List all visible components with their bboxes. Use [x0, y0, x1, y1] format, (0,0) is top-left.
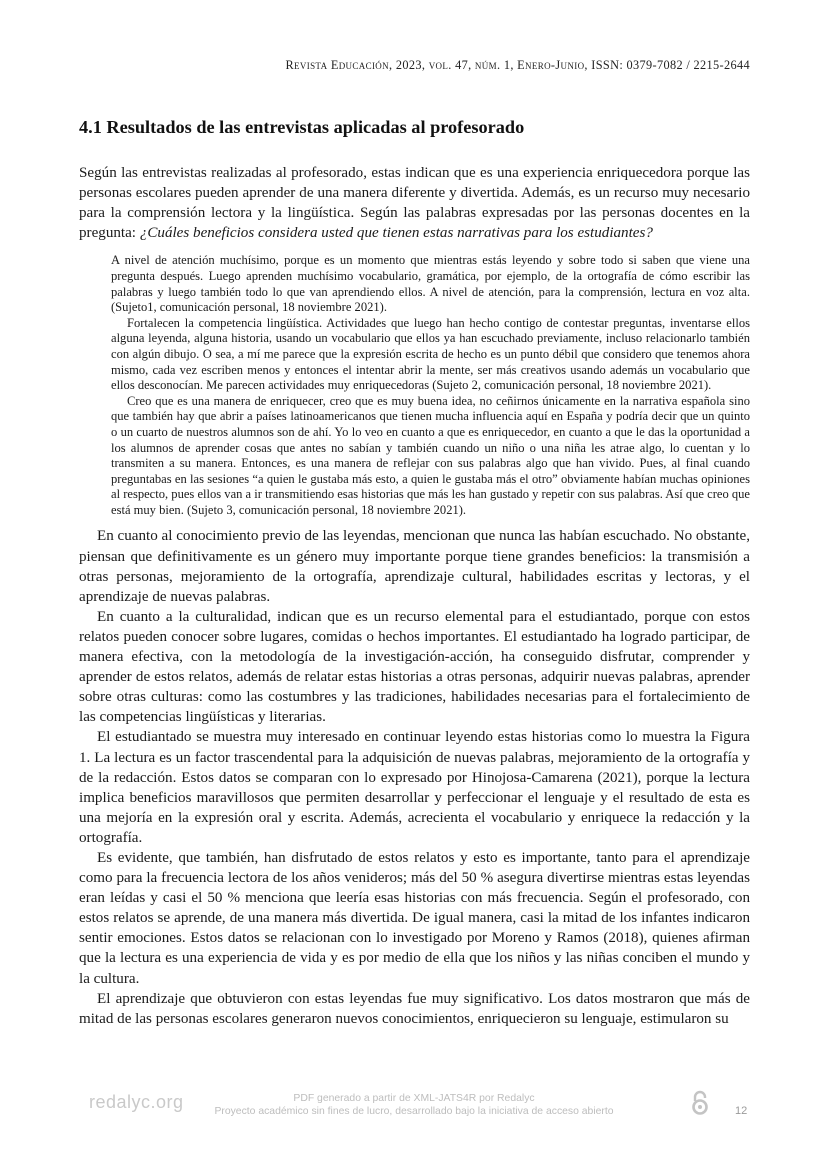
- quote-subject-1: A nivel de atención muchísimo, porque es un momento que mientras estás leyendo y sobre todo si saben que viene una pregunta después. Luego aprenden muchísimo vocabulario, gramática, por ejemplo, de la ortografía de cómo escribir las palabras y luego también todo lo que van aprendiendo ellos. A nivel de atención, para la comprensión, lectura en voz alta. (Sujeto1, comunicación personal, 18 noviembre 2021).: [111, 253, 750, 315]
- intro-text: Según las entrevistas realizadas al profesorado, estas indican que es una experiencia enriquecedora porque las personas escolares pueden aprender de una manera diferente y divertida. Además, es un recurso muy necesario para la comprensión lectora y la lingüística. Según las palabras expresadas por las personas docentes en la pregunta:: [79, 165, 750, 242]
- paragraph-learning: El aprendizaje que obtuvieron con estas leyendas fue muy significativo. Los datos mostraron que más de mitad de las personas escolares generaron nuevos conocimientos, enriquecieron su lenguaje, estimularon su: [79, 990, 750, 1027]
- quote-subject-3: Creo que es una manera de enriquecer, creo que es muy buena idea, no ceñirnos únicamente en la narrativa española sino que también hay que abrir a países latinoamericanos que tienen mucha influencia aquí en España y podría decir que un quinto o un cuarto de nuestros alumnos son de ahí. Yo lo veo en cuanto a que es enriquecedor, en cuanto a que le das la oportunidad a los alumnos de aprender cosas que antes no sabían y también cuando un niño o una niña les atrae algo, lo cuentan y lo transmiten a su manera. Entonces, es una manera de reflejar con sus palabras algo que han vivido. Pues, al final cuando preguntabas en las sesiones “a quien le gustaba más esto, a quien le gustaba más el otro” obviamente habían muchas opiniones al respecto, pues ellos van a ir transmitiendo esas historias que más les han gustado y repetir con sus palabras. Así que creo que está muy bien. (Sujeto 3, comunicación personal, 18 noviembre 2021).: [111, 393, 750, 517]
- paragraph-culturality: En cuanto a la culturalidad, indican que es un recurso elemental para el estudiantado, porque con estos relatos pueden conocer sobre lugares, comidas o hechos importantes. El estudiantado ha logrado participar, de manera efectiva, con la metodología de la investigación-acción, ha conseguido disfrutar, comprender y aprender de estos relatos, además de relatar estas historias a otras personas, adquirir nuevas palabras, aprender sobre otras culturas: como las costumbres y las tradiciones, habilidades necesarias para el fortalecimiento de las competencias lingüísticas y literarias.: [79, 608, 750, 726]
- paragraph-enjoyment: Es evidente, que también, han disfrutado de estos relatos y esto es importante, tanto para el aprendizaje como para la frecuencia lectora de los años venideros; más del 50 % asegura divertirse mientras estas leyendas eran leídas y casi el 50 % menciona que leería esas historias con más frecuencia. Según el profesorado, con estos relatos se aprende, de una manera más divertida. De igual manera, casi la mitad de los infantes indicaron sentir emociones. Estos datos se relacionan con lo investigado por Moreno y Ramos (2018), quienes afirman que la lectura es una experiencia de vida y es por medio de ella que los niños y las niñas conciben el mundo y la cultura.: [79, 849, 750, 987]
- interview-question: ¿Cuáles beneficios considera usted que tienen estas narrativas para los estudiantes?: [139, 225, 653, 242]
- interview-quotes: [111, 253, 750, 518]
- section-title: 4.1 Resultados de las entrevistas aplicadas al profesorado: [79, 117, 525, 137]
- footer-line-1: PDF generado a partir de XML-JATS4R por Redalyc: [293, 1093, 535, 1104]
- quote-subject-2: Fortalecen la competencia lingüística. Actividades que luego han hecho contigo de contestar preguntas, inventarse ellos alguna leyenda, alguna historia, usando un vocabulario que ellos ya han escuchado previamente, incluso relacionarlo también con algún dibujo. O sea, a mí me parece que la expresión escrita de hecho es un punto débil que considero que tenemos ahora mismo, cada vez escriben menos y entonces el intentar abrir la mente, ser más creativos usando además un vocabulario que ellos desconocían. Me parecen actividades muy enriquecedoras (Sujeto 2, comunicación personal, 18 noviembre 2021).: [111, 315, 750, 393]
- footer-line-2: Proyecto académico sin fines de lucro, desarrollado bajo la iniciativa de acceso abierto: [214, 1106, 614, 1117]
- paragraph-prior-knowledge: En cuanto al conocimiento previo de las leyendas, mencionan que nunca las habían escuchado. No obstante, piensan que definitivamente es un género muy importante porque tiene grandes beneficios: la transmisión a otras personas, mejoramiento de la ortografía, aprendizaje cultural, habilidades escritas y lectoras, y el aprendizaje de nuevas palabras.: [79, 528, 751, 605]
- running-head: Revista Educación, 2023, vol. 47, núm. 1, Enero-Junio, ISSN: 0379-7082 / 2215-2644: [285, 58, 750, 72]
- paragraph-reading-interest: El estudiantado se muestra muy interesado en continuar leyendo estas historias como lo muestra la Figura 1. La lectura es un factor trascendental para la adquisición de nuevas palabras, mejoramiento de la ortografía y de la redacción. Estos datos se comparan con lo expresado por Hinojosa-Camarena (2021), porque la lectura implica beneficios maravillosos que permiten desarrollar y perfeccionar el lenguaje y el resultado de esta es una mejoría en la expresión oral y escrita. Además, acrecienta el vocabulario y enriquece la redacción y la ortografía.: [79, 729, 750, 846]
- article-body: [79, 163, 750, 1029]
- page-number: 12: [735, 1105, 748, 1117]
- redalyc-logo-text: redalyc.org: [89, 1092, 184, 1112]
- intro-paragraph: [79, 163, 750, 243]
- open-access-icon: [690, 1090, 710, 1116]
